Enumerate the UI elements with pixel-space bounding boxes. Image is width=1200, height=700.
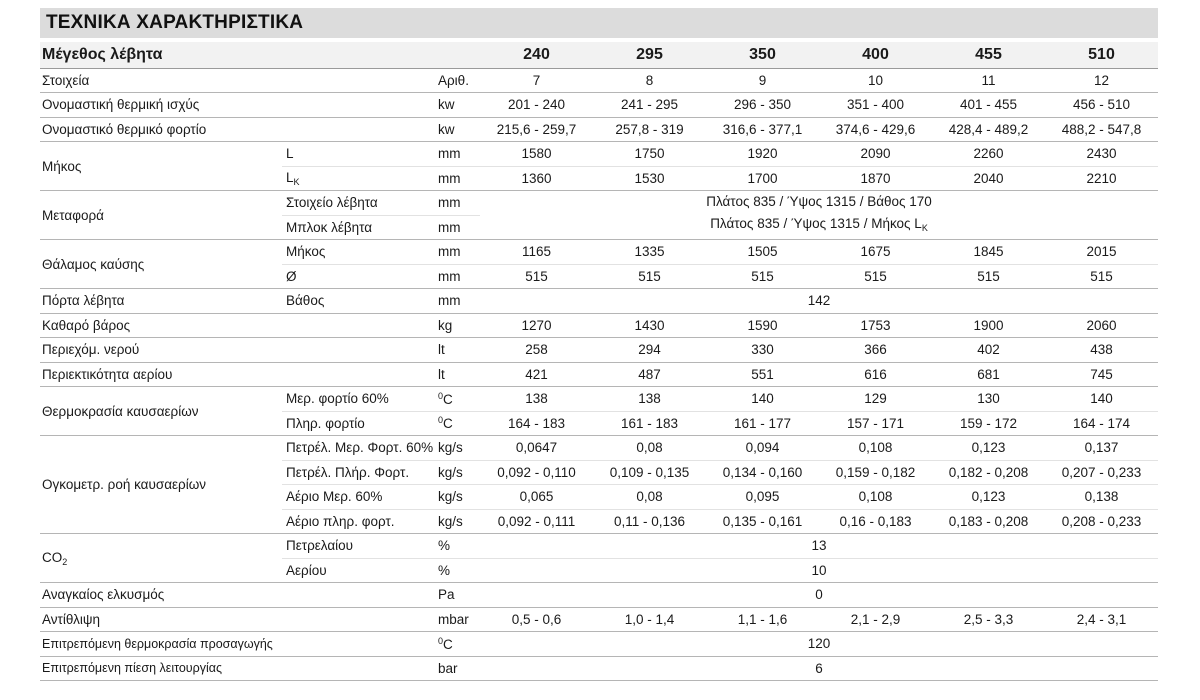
cell: 515 (932, 264, 1045, 289)
sub-label: Πετρέλ. Μερ. Φορτ. 60% (282, 436, 434, 461)
cell: 138 (480, 387, 593, 412)
cell: 0,208 - 0,233 (1045, 509, 1158, 534)
transport-block-text (482, 213, 1156, 239)
cell: 140 (1045, 387, 1158, 412)
cell: 2,4 - 3,1 (1045, 607, 1158, 632)
cell: 215,6 - 259,7 (480, 117, 593, 142)
transport-block-main: Πλάτος 835 / Ύψος 1315 / Μήκος L (710, 216, 922, 231)
size-510: 510 (1045, 42, 1158, 68)
cell: 13 (480, 534, 1158, 559)
unit: mm (434, 215, 480, 240)
cell: 1675 (819, 240, 932, 265)
unit-text: C (443, 391, 453, 407)
row-label: Ογκομετρ. ροή καυσαερίων (40, 436, 282, 534)
size-240: 240 (480, 42, 593, 68)
unit: kg/s (434, 436, 480, 461)
row-label: Μεταφορά (40, 191, 282, 240)
unit: kg/s (434, 485, 480, 510)
table-row (40, 632, 1158, 657)
cell: 438 (1045, 338, 1158, 363)
cell: 1700 (706, 166, 819, 191)
row-label: Επιτρεπόμενη θερμοκρασία προσαγωγής (40, 632, 434, 657)
unit-text: C (443, 636, 453, 652)
subscript: K (921, 223, 928, 233)
sub-label: Πετρελαίου (282, 534, 434, 559)
superscript: 0 (438, 415, 444, 426)
unit: Pa (434, 583, 480, 608)
table-row (40, 583, 1158, 608)
cell: 0,092 - 0,110 (480, 460, 593, 485)
cell: 120 (480, 632, 1158, 657)
cell: 241 - 295 (593, 93, 706, 118)
cell: 157 - 171 (819, 411, 932, 436)
cell: 0,095 (706, 485, 819, 510)
table-row (40, 338, 1158, 363)
cell: 0,182 - 0,208 (932, 460, 1045, 485)
unit (434, 632, 480, 657)
row-label: Ονομαστικό θερμικό φορτίο (40, 117, 434, 142)
title-banner (40, 8, 1158, 38)
cell: 1,1 - 1,6 (706, 607, 819, 632)
cell: 0,108 (819, 485, 932, 510)
cell: 2430 (1045, 142, 1158, 167)
table-row (40, 436, 1158, 461)
cell: 0,094 (706, 436, 819, 461)
cell: 1335 (593, 240, 706, 265)
cell: 0,16 - 0,183 (819, 509, 932, 534)
cell: 1360 (480, 166, 593, 191)
cell: 1,0 - 1,4 (593, 607, 706, 632)
cell: 745 (1045, 362, 1158, 387)
cell: 1753 (819, 313, 932, 338)
cell: 0,183 - 0,208 (932, 509, 1045, 534)
cell: 1430 (593, 313, 706, 338)
unit: kg/s (434, 509, 480, 534)
cell: 1270 (480, 313, 593, 338)
unit: % (434, 558, 480, 583)
cell: 2260 (932, 142, 1045, 167)
cell: 6 (480, 656, 1158, 681)
table-row (40, 534, 1158, 559)
size-295: 295 (593, 42, 706, 68)
sub-label: Μπλοκ λέβητα (282, 215, 434, 240)
cell: 1580 (480, 142, 593, 167)
cell: 1900 (932, 313, 1045, 338)
cell: 12 (1045, 68, 1158, 93)
cell: 1530 (593, 166, 706, 191)
cell: 257,8 - 319 (593, 117, 706, 142)
cell: 374,6 - 429,6 (819, 117, 932, 142)
row-label: Αντίθλιψη (40, 607, 434, 632)
cell: 421 (480, 362, 593, 387)
cell: 616 (819, 362, 932, 387)
cell: 7 (480, 68, 593, 93)
cell: 402 (932, 338, 1045, 363)
cell: 0 (480, 583, 1158, 608)
cell: 351 - 400 (819, 93, 932, 118)
row-label: Περιεκτικότητα αερίου (40, 362, 434, 387)
cell: 2,1 - 2,9 (819, 607, 932, 632)
cell: 258 (480, 338, 593, 363)
table-row (40, 142, 1158, 167)
cell: 0,08 (593, 485, 706, 510)
unit (434, 411, 480, 436)
unit: mm (434, 240, 480, 265)
cell: 130 (932, 387, 1045, 412)
size-350: 350 (706, 42, 819, 68)
cell: 515 (480, 264, 593, 289)
cell: 428,4 - 489,2 (932, 117, 1045, 142)
table-row (40, 656, 1158, 681)
sub-label: Βάθος (282, 289, 434, 314)
cell: 0,5 - 0,6 (480, 607, 593, 632)
cell: 1920 (706, 142, 819, 167)
cell: 2040 (932, 166, 1045, 191)
cell: 1750 (593, 142, 706, 167)
sub-label: Ø (282, 264, 434, 289)
unit: mm (434, 289, 480, 314)
unit-text: C (443, 416, 453, 432)
page-title: ΤΕΧΝΙΚΑ ΧΑΡΑΚΤΗΡΙΣΤΙΚΑ (46, 12, 304, 33)
table-row (40, 607, 1158, 632)
table-row (40, 387, 1158, 412)
cell: 487 (593, 362, 706, 387)
table-row (40, 240, 1158, 265)
cell: 551 (706, 362, 819, 387)
row-label: Μήκος (40, 142, 282, 191)
cell: 159 - 172 (932, 411, 1045, 436)
unit: mm (434, 142, 480, 167)
cell: 0,11 - 0,136 (593, 509, 706, 534)
cell: 488,2 - 547,8 (1045, 117, 1158, 142)
sub-label (282, 166, 434, 191)
cell: 2060 (1045, 313, 1158, 338)
row-label (40, 534, 282, 583)
cell: 0,137 (1045, 436, 1158, 461)
cell: 0,159 - 0,182 (819, 460, 932, 485)
cell: 2090 (819, 142, 932, 167)
cell: 10 (480, 558, 1158, 583)
sub-label: Μερ. φορτίο 60% (282, 387, 434, 412)
cell: 138 (593, 387, 706, 412)
cell: 129 (819, 387, 932, 412)
subscript: K (293, 176, 300, 187)
cell: 2,5 - 3,3 (932, 607, 1045, 632)
transport-dimensions (480, 191, 1158, 240)
superscript: 0 (438, 390, 444, 401)
co2-label: CO (42, 549, 63, 565)
specs-table (40, 42, 1158, 681)
cell: 164 - 174 (1045, 411, 1158, 436)
cell: 681 (932, 362, 1045, 387)
cell: 366 (819, 338, 932, 363)
table-row (40, 93, 1158, 118)
cell: 142 (480, 289, 1158, 314)
cell: 0,0647 (480, 436, 593, 461)
cell: 2210 (1045, 166, 1158, 191)
cell: 330 (706, 338, 819, 363)
sub-label: Αέριο πληρ. φορτ. (282, 509, 434, 534)
unit: lt (434, 362, 480, 387)
sub-label: Αερίου (282, 558, 434, 583)
table-row (40, 362, 1158, 387)
cell: 11 (932, 68, 1045, 93)
table-row (40, 191, 1158, 216)
table-row (40, 313, 1158, 338)
boiler-size-label: Μέγεθος λέβητα (40, 42, 480, 68)
row-label: Θερμοκρασία καυσαερίων (40, 387, 282, 436)
cell: 1590 (706, 313, 819, 338)
cell: 0,123 (932, 436, 1045, 461)
row-label: Στοιχεία (40, 68, 434, 93)
cell: 1505 (706, 240, 819, 265)
cell: 0,123 (932, 485, 1045, 510)
cell: 316,6 - 377,1 (706, 117, 819, 142)
sub-label: Στοιχείο λέβητα (282, 191, 434, 216)
cell: 0,092 - 0,111 (480, 509, 593, 534)
size-455: 455 (932, 42, 1045, 68)
cell: 0,135 - 0,161 (706, 509, 819, 534)
row-label: Περιεχόμ. νερού (40, 338, 434, 363)
cell: 164 - 183 (480, 411, 593, 436)
row-label: Καθαρό βάρος (40, 313, 434, 338)
sub-label: Μήκος (282, 240, 434, 265)
cell: 201 - 240 (480, 93, 593, 118)
unit: kw (434, 117, 480, 142)
unit (434, 387, 480, 412)
cell: 10 (819, 68, 932, 93)
unit: mm (434, 264, 480, 289)
cell: 161 - 183 (593, 411, 706, 436)
table-row (40, 289, 1158, 314)
sub-label-text: L (286, 169, 294, 185)
sub-label: Πετρέλ. Πλήρ. Φορτ. (282, 460, 434, 485)
cell: 140 (706, 387, 819, 412)
unit: kg/s (434, 460, 480, 485)
cell: 0,08 (593, 436, 706, 461)
cell: 0,207 - 0,233 (1045, 460, 1158, 485)
table-row (40, 68, 1158, 93)
cell: 2015 (1045, 240, 1158, 265)
unit: % (434, 534, 480, 559)
cell: 456 - 510 (1045, 93, 1158, 118)
size-400: 400 (819, 42, 932, 68)
cell: 515 (706, 264, 819, 289)
row-label: Θάλαμος καύσης (40, 240, 282, 289)
row-label: Πόρτα λέβητα (40, 289, 282, 314)
cell: 515 (593, 264, 706, 289)
cell: 515 (819, 264, 932, 289)
row-label: Ονομαστική θερμική ισχύς (40, 93, 434, 118)
cell: 1845 (932, 240, 1045, 265)
table-row (40, 117, 1158, 142)
cell: 0,134 - 0,160 (706, 460, 819, 485)
superscript: 0 (438, 635, 444, 646)
cell: 294 (593, 338, 706, 363)
unit: kw (434, 93, 480, 118)
subscript: 2 (62, 556, 68, 567)
sub-label: L (282, 142, 434, 167)
sub-label: Αέριο Μερ. 60% (282, 485, 434, 510)
unit: lt (434, 338, 480, 363)
cell: 9 (706, 68, 819, 93)
unit: bar (434, 656, 480, 681)
cell: 1870 (819, 166, 932, 191)
unit: mm (434, 191, 480, 216)
cell: 296 - 350 (706, 93, 819, 118)
unit: mm (434, 166, 480, 191)
cell: 0,065 (480, 485, 593, 510)
cell: 8 (593, 68, 706, 93)
cell: 515 (1045, 264, 1158, 289)
cell: 401 - 455 (932, 93, 1045, 118)
cell: 161 - 177 (706, 411, 819, 436)
cell: 1165 (480, 240, 593, 265)
sub-label: Πληρ. φορτίο (282, 411, 434, 436)
row-label: Αναγκαίος ελκυσμός (40, 583, 434, 608)
cell: 0,138 (1045, 485, 1158, 510)
unit: kg (434, 313, 480, 338)
cell: 0,108 (819, 436, 932, 461)
unit: mbar (434, 607, 480, 632)
row-label: Επιτρεπόμενη πίεση λειτουργίας (40, 656, 434, 681)
cell: 0,109 - 0,135 (593, 460, 706, 485)
header-row (40, 42, 1158, 68)
unit: Αριθ. (434, 68, 480, 93)
transport-element-text: Πλάτος 835 / Ύψος 1315 / Βάθος 170 (706, 194, 932, 209)
